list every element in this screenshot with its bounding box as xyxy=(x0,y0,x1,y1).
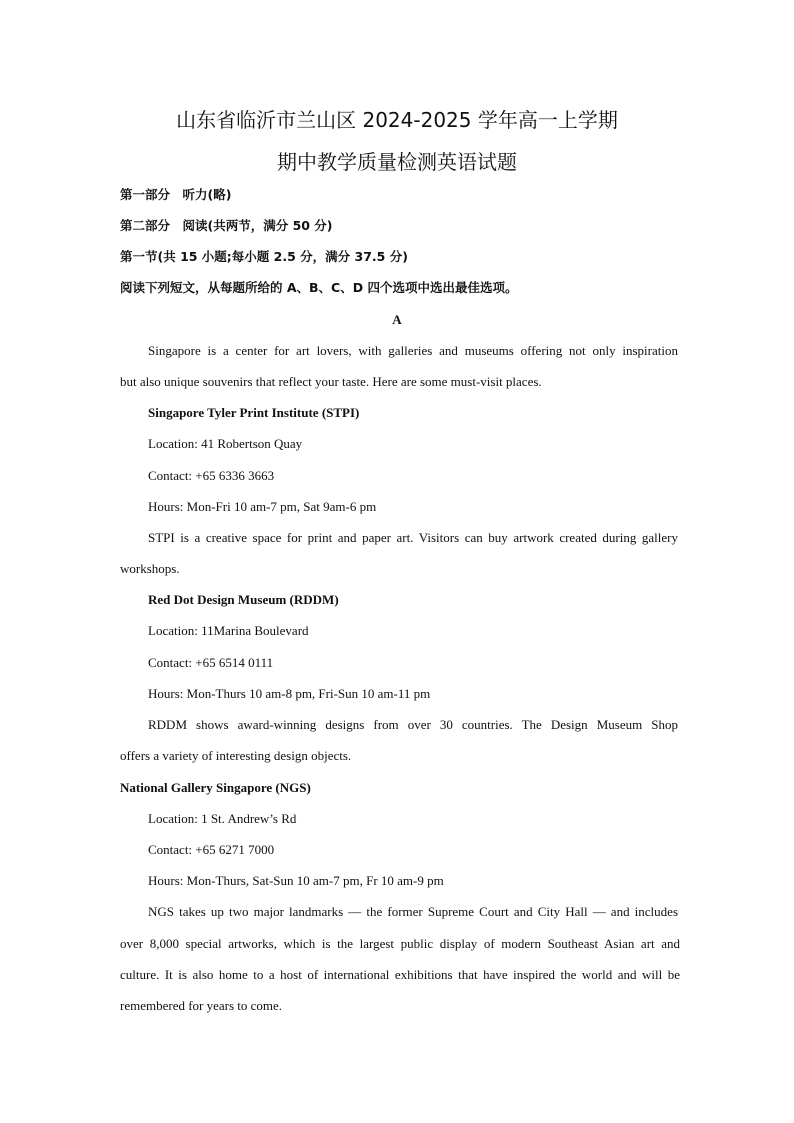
place-desc-ngs-1: NGS takes up two major landmarks — the former Supreme Court and City Hall — and includes xyxy=(148,904,678,919)
place-desc-stpi-2: workshops. xyxy=(120,561,180,576)
place-contact-stpi: Contact: +65 6336 3663 xyxy=(148,468,275,483)
intro-line-1: Singapore is a center for art lovers, with galleries and museums offering not only inspiration xyxy=(148,343,678,358)
place-name-stpi: Singapore Tyler Print Institute (STPI) xyxy=(148,405,360,420)
place-name-ngs: National Gallery Singapore (NGS) xyxy=(120,780,311,795)
place-hours-rddm: Hours: Mon-Thurs 10 am-8 pm, Fri-Sun 10 am-11 pm xyxy=(148,686,431,701)
place-desc-rddm-1: RDDM shows award-winning designs from over 30 countries. The Design Museum Shop xyxy=(148,717,678,732)
place-location-rddm: Location: 11Marina Boulevard xyxy=(148,623,309,638)
passage-label: A xyxy=(392,312,402,327)
part1-heading: 第一部分 听力(略) xyxy=(120,187,232,202)
section1-heading: 第一节(共 15 小题;每小题 2.5 分，满分 37.5 分) xyxy=(120,249,408,264)
place-desc-rddm-2: offers a variety of interesting design objects. xyxy=(120,748,352,763)
intro-line-2: but also unique souvenirs that reflect your taste. Here are some must-visit places. xyxy=(120,374,542,389)
title-line-2: 期中教学质量检测英语试题 xyxy=(277,150,517,174)
place-hours-stpi: Hours: Mon-Fri 10 am-7 pm, Sat 9am-6 pm xyxy=(148,499,377,514)
place-location-stpi: Location: 41 Robertson Quay xyxy=(148,436,303,451)
place-hours-ngs: Hours: Mon-Thurs, Sat-Sun 10 am-7 pm, Fr 10 am-9 pm xyxy=(148,873,444,888)
place-desc-ngs-4: remembered for years to come. xyxy=(120,998,283,1013)
place-name-rddm: Red Dot Design Museum (RDDM) xyxy=(148,592,339,607)
instruction: 阅读下列短文，从每题所给的 A、B、C、D 四个选项中选出最佳选项。 xyxy=(120,280,518,295)
place-desc-ngs-3: culture. It is also home to a host of international exhibitions that have inspired the world and will be xyxy=(120,967,680,982)
place-location-ngs: Location: 1 St. Andrew’s Rd xyxy=(148,811,297,826)
place-contact-ngs: Contact: +65 6271 7000 xyxy=(148,842,275,857)
place-desc-ngs-2: over 8,000 special artworks, which is the largest public display of modern Southeast Asian art and xyxy=(120,936,680,951)
place-contact-rddm: Contact: +65 6514 0111 xyxy=(148,655,274,670)
part2-heading: 第二部分 阅读(共两节，满分 50 分) xyxy=(120,218,333,233)
place-desc-stpi-1: STPI is a creative space for print and paper art. Visitors can buy artwork created during gallery xyxy=(148,530,678,545)
title-line-1: 山东省临沂市兰山区 2024-2025 学年高一上学期 xyxy=(176,108,618,132)
